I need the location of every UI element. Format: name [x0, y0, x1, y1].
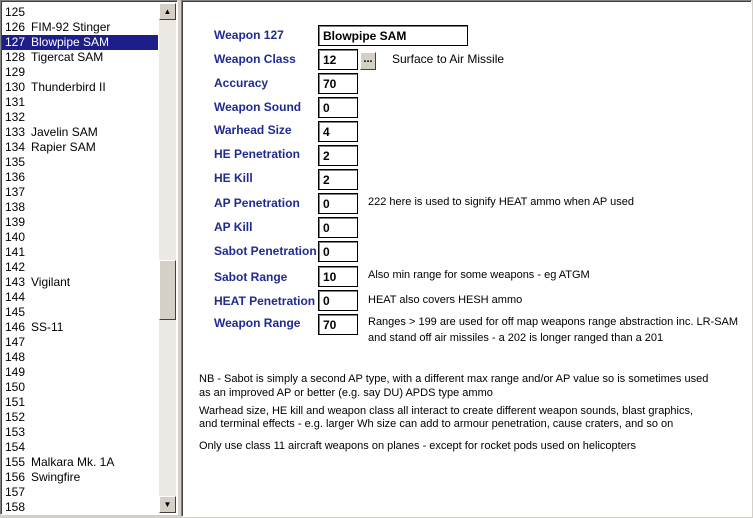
list-item[interactable] — [2, 140, 158, 155]
he-penetration-field[interactable]: 2 — [318, 145, 358, 166]
list-item[interactable] — [2, 260, 158, 275]
ap-kill-field[interactable]: 0 — [318, 217, 358, 238]
list-item[interactable] — [2, 110, 158, 125]
list-item[interactable] — [2, 395, 158, 410]
he-penetration-label: HE Penetration — [214, 147, 301, 161]
weapon-range-label: Weapon Range — [214, 316, 301, 330]
list-item[interactable] — [2, 35, 158, 50]
ap-penetration-note: 222 here is used to signify HEAT ammo when AP used — [368, 196, 634, 208]
he-kill-label: HE Kill — [214, 171, 253, 185]
scroll-down-button[interactable] — [159, 496, 176, 513]
list-item-number: 150 — [5, 380, 26, 394]
list-item-number: 155 — [5, 455, 26, 469]
weapon-class-browse-button[interactable]: ... — [360, 52, 376, 70]
list-item-name: Blowpipe SAM — [31, 35, 110, 49]
heat-penetration-label: HEAT Penetration — [214, 294, 316, 308]
accuracy-label: Accuracy — [214, 76, 269, 90]
sabot-range-label: Sabot Range — [214, 270, 288, 284]
warhead-note-line-1: Warhead size, HE kill and weapon class all interact to create different weapon sounds, blast graphics, — [199, 405, 694, 417]
list-item[interactable] — [2, 215, 158, 230]
list-item[interactable] — [2, 50, 158, 65]
list-item[interactable] — [2, 440, 158, 455]
he-kill-field[interactable]: 2 — [318, 169, 358, 190]
list-item[interactable] — [2, 80, 158, 95]
weapon-class-field[interactable]: 12 — [318, 49, 358, 70]
list-item-number: 128 — [5, 50, 26, 64]
list-item-number: 137 — [5, 185, 26, 199]
list-item[interactable] — [2, 320, 158, 335]
list-item[interactable] — [2, 365, 158, 380]
sabot-note-line-2: as an improved AP or better (e.g. say DU) APDS type ammo — [199, 387, 493, 399]
heat-penetration-field[interactable]: 0 — [318, 290, 358, 311]
list-item[interactable] — [2, 455, 158, 470]
list-item[interactable] — [2, 20, 158, 35]
list-item-number: 125 — [5, 5, 26, 19]
list-item-number: 134 — [5, 140, 26, 154]
list-item-number: 133 — [5, 125, 26, 139]
list-item-name: Javelin SAM — [31, 125, 98, 139]
sabot-penetration-field[interactable]: 0 — [318, 241, 358, 262]
list-item-number: 146 — [5, 320, 26, 334]
list-item-number: 154 — [5, 440, 26, 454]
list-item-number: 156 — [5, 470, 26, 484]
list-item[interactable] — [2, 155, 158, 170]
list-item[interactable] — [2, 95, 158, 110]
warhead-note-line-2: and terminal effects - e.g. larger Wh size can add to armour penetration, cause craters, and so on — [199, 418, 674, 430]
list-item-number: 152 — [5, 410, 26, 424]
warhead-size-field[interactable]: 4 — [318, 121, 358, 142]
weapon-detail-panel — [181, 0, 752, 517]
list-item[interactable] — [2, 245, 158, 260]
list-item-name: Rapier SAM — [31, 140, 96, 154]
scroll-thumb[interactable] — [159, 260, 176, 320]
list-item-number: 130 — [5, 80, 26, 94]
list-item-number: 126 — [5, 20, 26, 34]
list-item-number: 142 — [5, 260, 26, 274]
list-item-number: 135 — [5, 155, 26, 169]
list-item-number: 139 — [5, 215, 26, 229]
scroll-up-button[interactable] — [159, 3, 176, 20]
weapon-sound-field[interactable]: 0 — [318, 97, 358, 118]
list-item[interactable] — [2, 230, 158, 245]
list-item-name: Swingfire — [31, 470, 81, 484]
weapon-number-label: Weapon 127 — [214, 28, 284, 42]
list-item-number: 148 — [5, 350, 26, 364]
list-item-number: 153 — [5, 425, 26, 439]
weapon-sound-label: Weapon Sound — [214, 100, 302, 114]
list-item[interactable] — [2, 185, 158, 200]
arrow-up-icon: ▲ — [163, 7, 172, 16]
weapon-list-box[interactable] — [0, 0, 178, 515]
list-item-number: 147 — [5, 335, 26, 349]
list-item-number: 132 — [5, 110, 26, 124]
list-item-number: 127 — [5, 35, 26, 49]
list-item[interactable] — [2, 425, 158, 440]
list-item[interactable] — [2, 200, 158, 215]
list-item[interactable] — [2, 500, 158, 515]
weapon-range-note-continued: and stand off air missiles - a 202 is longer ranged than a 201 — [368, 332, 664, 344]
sabot-note-line-1: NB - Sabot is simply a second AP type, with a different max range and/or AP value so is sometimes used — [199, 373, 709, 385]
list-item-name: Tigercat SAM — [31, 50, 104, 64]
list-item-number: 141 — [5, 245, 26, 259]
sabot-range-note: Also min range for some weapons - eg ATGM — [368, 269, 590, 281]
list-item[interactable] — [2, 65, 158, 80]
list-item-number: 157 — [5, 485, 26, 499]
list-item-number: 136 — [5, 170, 26, 184]
list-item-name: Vigilant — [31, 275, 71, 289]
list-item-number: 138 — [5, 200, 26, 214]
list-item[interactable] — [2, 125, 158, 140]
list-item[interactable] — [2, 305, 158, 320]
list-item-number: 129 — [5, 65, 26, 79]
sabot-range-field[interactable]: 10 — [318, 266, 358, 287]
list-item[interactable] — [2, 350, 158, 365]
list-item-number: 149 — [5, 365, 26, 379]
list-item[interactable] — [2, 470, 158, 485]
ap-penetration-label: AP Penetration — [214, 196, 300, 210]
weapon-name-field[interactable]: Blowpipe SAM — [318, 25, 468, 46]
list-item[interactable] — [2, 5, 158, 20]
list-item-number: 158 — [5, 500, 26, 514]
warhead-size-label: Warhead Size — [214, 123, 292, 137]
list-item-name: Thunderbird II — [31, 80, 106, 94]
list-scrollbar[interactable] — [159, 3, 176, 513]
list-item-name: SS-11 — [31, 320, 64, 334]
list-item-number: 144 — [5, 290, 26, 304]
list-item-number: 143 — [5, 275, 26, 289]
list-item[interactable] — [2, 170, 158, 185]
list-item[interactable] — [2, 410, 158, 425]
list-item[interactable] — [2, 485, 158, 500]
list-item-number: 131 — [5, 95, 26, 109]
weapon-list[interactable] — [2, 5, 158, 515]
list-item-number: 140 — [5, 230, 26, 244]
list-item[interactable] — [2, 275, 158, 290]
weapon-range-field[interactable]: 70 — [318, 314, 358, 335]
list-item[interactable] — [2, 335, 158, 350]
list-item-number: 151 — [5, 395, 26, 409]
arrow-down-icon: ▼ — [163, 500, 172, 509]
list-item-name: Malkara Mk. 1A — [31, 455, 115, 469]
accuracy-field[interactable]: 70 — [318, 73, 358, 94]
sabot-penetration-label: Sabot Penetration — [214, 244, 317, 258]
heat-penetration-note: HEAT also covers HESH ammo — [368, 294, 523, 306]
list-item[interactable] — [2, 290, 158, 305]
list-item-number: 145 — [5, 305, 26, 319]
weapon-range-note: Ranges > 199 are used for off map weapons range abstraction inc. LR-SAM — [368, 316, 739, 328]
class11-note: Only use class 11 aircraft weapons on planes - except for rocket pods used on helicopters — [199, 440, 636, 452]
weapon-class-description: Surface to Air Missile — [392, 52, 505, 66]
weapon-class-label: Weapon Class — [214, 52, 296, 66]
list-item[interactable] — [2, 380, 158, 395]
list-item-name: FIM-92 Stinger — [31, 20, 111, 34]
ap-kill-label: AP Kill — [214, 220, 253, 234]
ap-penetration-field[interactable]: 0 — [318, 193, 358, 214]
